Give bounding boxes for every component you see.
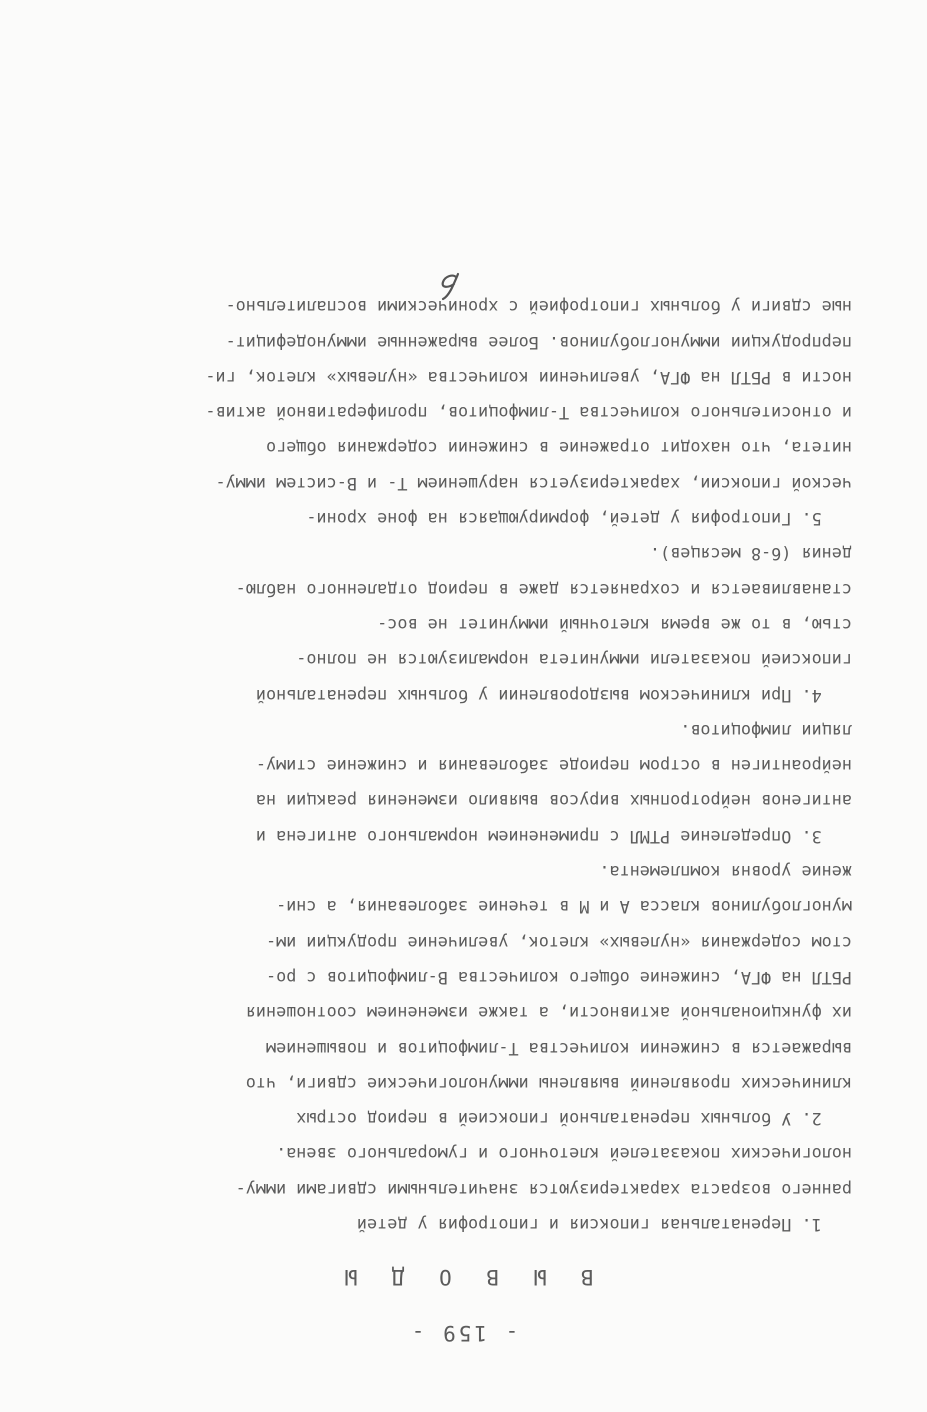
text-line: гипоксией показатели иммунитета нормализуются не полно- bbox=[296, 650, 852, 671]
text-line: их функциональной активности, а также изменением соотношения bbox=[245, 1003, 852, 1024]
text-line: ляции лимфоцитов. bbox=[680, 720, 852, 741]
text-line: раннего возраста характеризуются значительными сдвигами имму- bbox=[235, 1179, 852, 1200]
text-line: выражается в снижении количества Т-лимфоцитов и повышением bbox=[266, 1038, 852, 1059]
text-line: нейроантиген в остром периоде заболевания и снижение стиму- bbox=[255, 756, 852, 777]
text-line: станавливается и сохраняется даже в период отдаленного наблю- bbox=[235, 579, 852, 600]
text-line: 1. Перенатальная гипоксия и гипотрофия у детей bbox=[356, 1215, 852, 1235]
text-line: и относительного количества Т-лимфоцитов, пролиферативной актив- bbox=[205, 403, 852, 424]
text-line: нологических показателей клеточного и гуморального звена. bbox=[276, 1144, 852, 1165]
text-line: дения (6-8 месяцев). bbox=[649, 544, 852, 565]
text-line: нитета, что находит отражение в снижении содержания общего bbox=[266, 438, 852, 459]
text-line: антигенов нейротропных вирусов выявило изменения реакции на bbox=[255, 791, 852, 812]
body-text bbox=[52, 289, 852, 1242]
text-line: стью, в то же время клеточный иммунитет не вос- bbox=[377, 614, 852, 635]
text-line: РБТЛ на ФГА, снижение общего количества В-лимфоцитов с ро- bbox=[266, 967, 852, 988]
text-line: 2. У больных перенатальной гипоксией в период острых bbox=[296, 1109, 852, 1130]
text-line: ности в РБТЛ на ФГА, увеличении количества «нулевых» клеток, ги- bbox=[205, 367, 852, 388]
section-heading: В Ы В О Д Ы bbox=[333, 1265, 594, 1289]
text-line: жение уровня комплемента. bbox=[599, 862, 852, 883]
text-line: стом содержания «нулевых» клеток, увеличение продукции им- bbox=[266, 932, 852, 953]
text-line: 5. Гипотрофия у детей, формирующаяся на фоне хрони- bbox=[306, 509, 852, 530]
text-line: муноглобулинов класса А и М в течение заболевания, а сни- bbox=[276, 897, 852, 918]
text-line: ческой гипоксии, характеризуется нарушением Т- и В-систем имму- bbox=[215, 473, 852, 494]
text-line: клинических проявлений выявлены иммунологические сдвиги, что bbox=[245, 1073, 852, 1094]
handwritten-mark bbox=[433, 268, 467, 304]
text-line: перпродукции иммуноглобулинов. Более выраженные иммунодефицит- bbox=[225, 332, 852, 353]
text-line: 4. При клиническом выздоровлении у больных перенатальной bbox=[255, 685, 852, 706]
text-line: 3. Определение РТМЛ с применением нормального антигена и bbox=[255, 826, 852, 847]
page-number: - 159 - bbox=[408, 1321, 519, 1345]
text-line: ные сдвиги у больных гипотрофией с хроническими воспалительно- bbox=[225, 297, 852, 318]
